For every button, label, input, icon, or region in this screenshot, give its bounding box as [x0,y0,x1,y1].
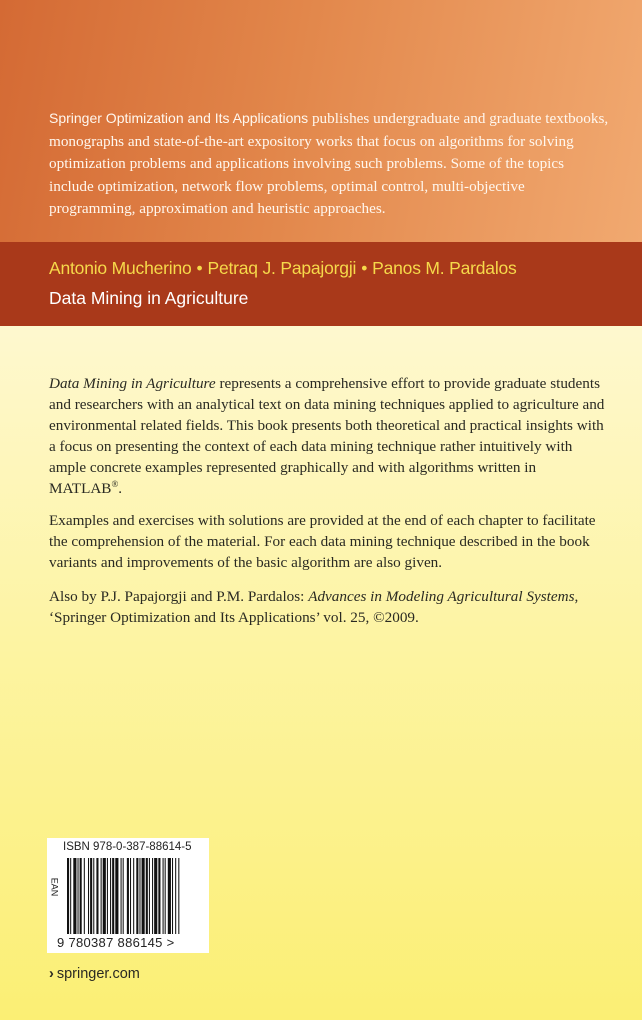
author-name: Antonio Mucherino [49,258,192,278]
series-blurb-text: publishes undergraduate and graduate textbooks, monographs and state-of-the-art expository works that focus on algorithms for solving optimization problems and applications involving such problems. Some of the topics include optimization, network flow problems, optimal control, multi-objective programming, approximation and heuristic approaches. [49,110,609,217]
barcode-bar [133,858,134,934]
author-line [49,258,517,279]
barcode-bar [115,858,118,934]
barcode-bar [127,858,129,934]
related-book-note [49,586,609,628]
barcode-bar [178,858,179,934]
barcode-bar [67,858,69,934]
description-paragraph: Examples and exercises with solutions are provided at the end of each chapter to facilitate the comprehension of the material. For each data mining technique described in the book variants and improvements of the basic algorithm are also given. [49,512,596,571]
description-paragraph [49,373,609,499]
barcode-bar [168,858,171,934]
barcode-bar [154,858,157,934]
barcode-bar [112,858,114,934]
publisher-site: springer.com [56,966,140,982]
paragraph-text: , ‘Springer Optimization and Its Applications’ vol. 25, ©2009. [49,588,579,626]
series-description [49,107,609,221]
barcode-bar [146,858,148,934]
barcode-bar [142,858,145,934]
paragraph-end: . [118,480,123,497]
publisher-link[interactable] [49,966,140,982]
barcode-bar [149,858,150,934]
barcode-bar [80,858,82,934]
registered-mark: ® [111,478,119,489]
barcode-bar [78,858,79,934]
barcode-bars [67,858,201,934]
barcode-bar [90,858,92,934]
author-separator: • [361,258,368,278]
chevron-right-icon: › [49,966,54,982]
paragraph-text: Also by P.J. Papajorgji and P.M. Pardalos: [49,588,309,605]
barcode-bar [93,858,94,934]
barcode-box [47,838,209,953]
ean-label: EAN [49,877,60,897]
barcode-bar [136,858,138,934]
related-book-title: Advances in Modeling Agricultural Systems [308,588,575,605]
isbn-label: ISBN 978-0-387-88614-5 [63,841,192,853]
barcode-bar [172,858,173,934]
barcode-bar [84,858,85,934]
barcode-bar [103,858,106,934]
barcode-bar [152,858,153,934]
barcode-bar [121,858,122,934]
barcode-bar [96,858,98,934]
barcode-bar [139,858,140,934]
barcode-digits: 9 780387 886145 > [57,935,175,950]
paragraph-text: represents a comprehensive effort to provide graduate students and researchers with an analytical text on data mining techniques applied to agriculture and environmental related fields. This book presents both theoretical and practical insights with a focus on presenting the context of each data mining technique rather intuitively with ample concrete examples represented graphically and with algorithms written in MATLAB [49,375,605,497]
barcode-bar [101,858,102,934]
author-name: Panos M. Pardalos [372,258,517,278]
barcode-bar [70,858,71,934]
barcode-bar [165,858,166,934]
barcode-bar [123,858,124,934]
barcode-bar [163,858,164,934]
barcode-bar [130,858,131,934]
barcode-bar [73,858,76,934]
title-band [0,242,642,326]
book-title-italic: Data Mining in Agriculture [49,375,216,392]
book-title: Data Mining in Agriculture [49,288,249,308]
barcode-bar [158,858,160,934]
author-name: Petraq J. Papajorgji [207,258,357,278]
author-separator: • [196,258,203,278]
series-name: Springer Optimization and Its Applications [49,110,309,126]
barcode-bar [110,858,111,934]
barcode-bar [107,858,108,934]
barcode-bar [175,858,176,934]
barcode-bar [88,858,89,934]
